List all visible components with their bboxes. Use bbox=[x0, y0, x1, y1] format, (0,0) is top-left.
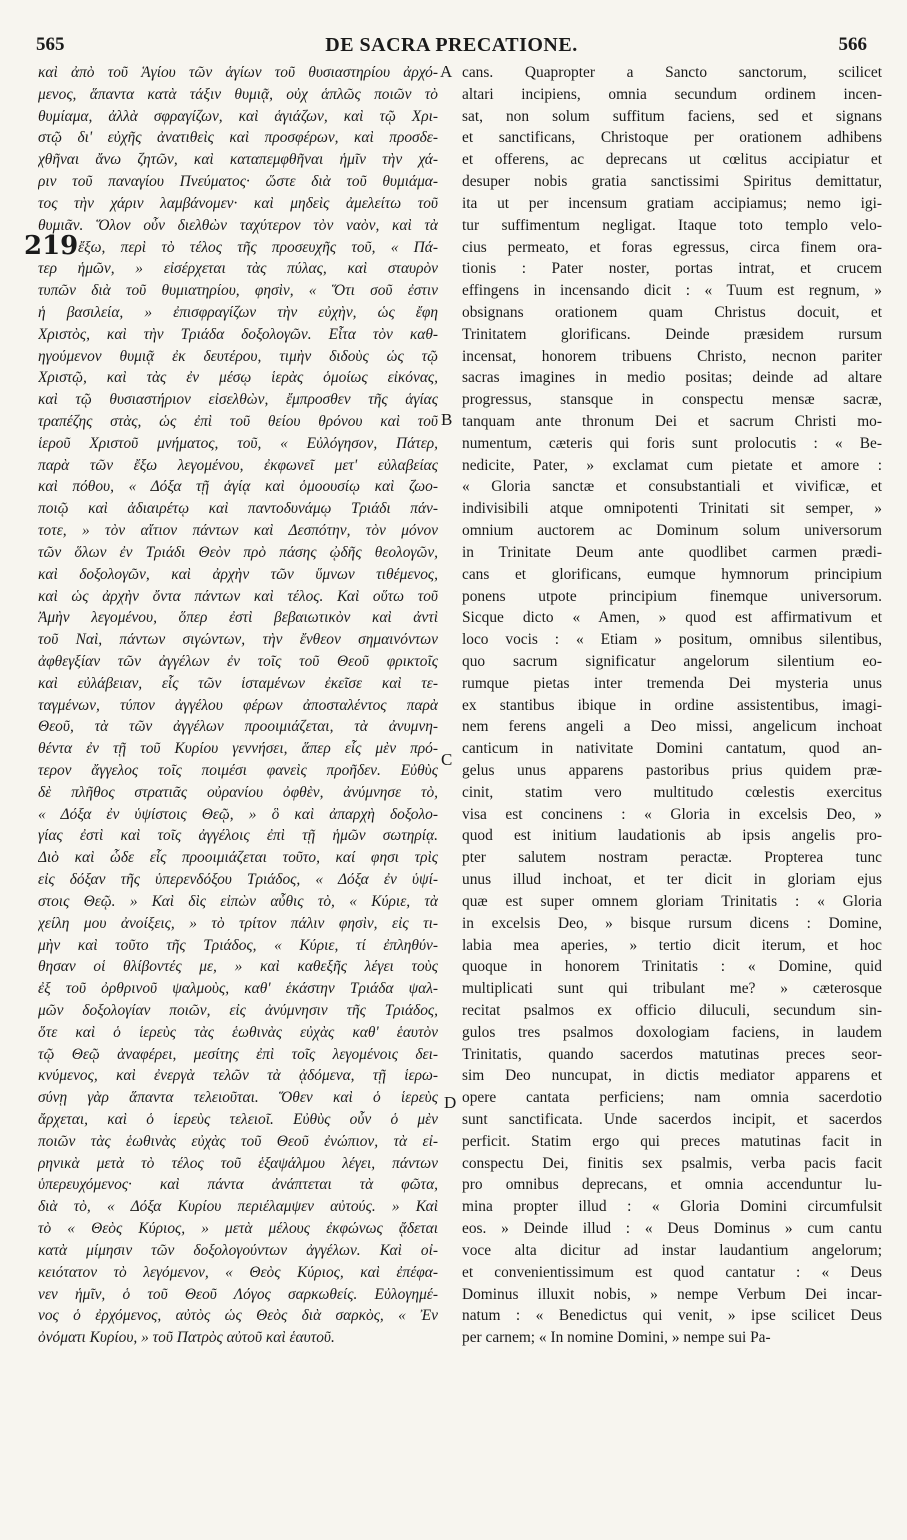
text-line: rumque pietas inter tremenda Dei mysteria unus bbox=[462, 674, 882, 692]
text-line: καὶ εὐλάβειαν, εἷς τῶν ἱσταμένων ἐκεῖσε καὶ τε- bbox=[38, 674, 438, 692]
text-line: τῷ Θεῷ ἀναφέρει, μεσίτης ἐπὶ τοῖς λεγομένοις δει- bbox=[38, 1045, 438, 1063]
text-line: desuper nobis gratia sanctissimi Spiritus demittatur, bbox=[462, 173, 882, 191]
left-page-number: 565 bbox=[36, 34, 65, 55]
text-line: canticum in nativitate Domini cantatum, quod an- bbox=[462, 740, 882, 758]
text-line: μῶν δοξολογίαν ποιῶν, εἰς ἀνύμνησιν τῆς Τριάδος, bbox=[38, 1001, 438, 1019]
text-line: θέντα ἐν τῇ τοῦ Κυρίου γεννήσει, ἅπερ εἷς μὲν πρό- bbox=[38, 740, 438, 758]
text-line: τοῦ Ναὶ, πάντων σιγώντων, τὴν ἔνθεον σημαινόντων bbox=[38, 631, 438, 649]
text-line: tur suffimentum negligat. Itaque toto templo velo- bbox=[462, 216, 882, 234]
text-line: ἀφθεγξίαν τῶν ἀγγέλων ἐν τοῖς τοῦ Θεοῦ φρικτοῖς bbox=[38, 652, 438, 670]
text-line: ρηνικὰ μετὰ τὸ τέλος τοῦ ἑξαψάλμου λέγει, πάντων bbox=[38, 1154, 438, 1172]
greek-column bbox=[24, 62, 438, 1349]
text-line: ηγούμενον θυμιᾷ ἐκ δευτέρου, τιμὴν διδοὺς ὡς τῷ bbox=[38, 347, 438, 365]
text-line: obsignans orationem quam Christus docuit, et bbox=[462, 303, 882, 321]
text-line: « Gloria sanctæ et consubstantiali et vivificæ, et bbox=[462, 478, 882, 496]
text-line: et offerens, ac deprecans ut cœlitus accipiatur et bbox=[462, 151, 882, 169]
text-line: per carnem; « In nomine Domini, » nempe sui Pa- bbox=[462, 1329, 771, 1347]
text-line: μὴν καὶ τοῦτο τῆς Τριάδος, « Κύριε, τί ἐπληθύν- bbox=[38, 936, 438, 954]
text-line: ριν τοῦ παναγίου Πνεύματος· ὥστε διὰ τοῦ θυμιάμα- bbox=[38, 173, 438, 191]
text-line: τερ ἡμῶν, » εἰσέρχεται τὰς πύλας, καὶ σταυρὸν bbox=[38, 260, 438, 278]
text-line: νεν ἡμῖν, ὁ τοῦ Θεοῦ Λόγος σαρκωθείς. Εὐλογημέ- bbox=[38, 1285, 438, 1303]
text-line: in excelsis Deo, » bisque rursum dicens : Domine, bbox=[462, 914, 882, 932]
text-line: θησαν οἱ θλίβοντές με, » καὶ καθεξῆς λέγει τοὺς bbox=[38, 958, 438, 976]
text-line: tionis : Pater noster, portas intrat, et crucem bbox=[462, 260, 882, 278]
text-line: quoque in honorem Trinitatis : « Domine, quid bbox=[462, 958, 882, 976]
text-line: καὶ πόθου, « Δόξα τῇ ἁγίᾳ καὶ ὁμοουσίῳ καὶ ζωο- bbox=[38, 478, 438, 496]
text-line: τος τὴν χάριν λαμβάνομεν· καὶ μηδεὶς ἀμελείτω τοῦ bbox=[38, 194, 438, 212]
text-line: pro omnibus deprecans, et omnia accenduntur lu- bbox=[462, 1176, 882, 1194]
text-line: στοις Θεῷ. » Καὶ δὶς εἰπὼν αὖθις τὸ, « Κύριε, τὰ bbox=[38, 892, 438, 910]
text-line: τὸ « Θεὸς Κύριος, » μετὰ μέλους ἐκφώνως ᾄδεται bbox=[38, 1220, 438, 1238]
text-line: Trinitatem glorificans. Deinde præsidem rursum bbox=[462, 325, 882, 343]
text-line: mina propter illud : « Gloria Domini circumfulsit bbox=[462, 1198, 882, 1216]
text-line: progressus, stansque in conspectu mensæ sacræ, bbox=[462, 391, 882, 409]
text-line: ἐξ τοῦ ὀρθρινοῦ ψαλμοὺς, καθ' ἑκάστην Τριάδα ψαλ- bbox=[38, 980, 438, 998]
text-line: παρὰ τῶν ἔξω λεγομένου, ἐκφωνεῖ μετ' εὐλαβείας bbox=[38, 456, 438, 474]
text-line: ἡ βασιλεία, » ἐπισφραγίζων τὴν εὐχὴν, ὡς ἔφη bbox=[38, 303, 438, 321]
text-line: θυμίαμα, ἀλλὰ σφραγίζων, καὶ ἁγιάζων, καὶ τῷ Χρι- bbox=[38, 107, 438, 125]
text-line: ποιῷ καὶ ἀδιαιρέτῳ καὶ παντοδυνάμῳ Τριάδι πάν- bbox=[38, 500, 438, 518]
text-line: Sicque dicto « Amen, » quod est affirmativum et bbox=[462, 609, 882, 627]
text-line: cinit, statim vero multitudo cœlestis exercitus bbox=[462, 783, 882, 801]
text-line: et convenientissimum est quod cantatur : « Deus bbox=[462, 1263, 882, 1281]
text-line: ὀνόματι Κυρίου, » τοῦ Πατρὸς αὐτοῦ καὶ ἑαυτοῦ. bbox=[38, 1329, 335, 1347]
text-line: ἔξω, περὶ τὸ τέλος τῆς προσευχῆς τοῦ, « Πά- bbox=[78, 238, 438, 256]
text-line: τῶν ὅλων ἐν Τριάδι Θεὸν πρὸ πάσης ᾠδῆς θεολογῶν, bbox=[38, 543, 438, 561]
text-line: γίας ἐστὶ καὶ τοῖς ἀγγέλοις ἐπὶ τῇ ἡμῶν σωτηρίᾳ. bbox=[38, 827, 438, 845]
text-line: τοτε, » τὸν αἴτιον πάντων καὶ Δεσπότην, τὸν μόνον bbox=[38, 522, 438, 540]
text-line: ὑπερευχόμενος· καὶ πάντα ἀνάπτεται τὰ φῶτα, bbox=[38, 1176, 438, 1194]
text-line: numentum, cæteris qui foris sunt prolocutis : « Be- bbox=[462, 434, 882, 452]
text-line: ἱεροῦ Χριστοῦ μνήματος, τοῦ, « Εὐλόγησον, Πάτερ, bbox=[38, 434, 438, 452]
margin-number: 219 bbox=[24, 231, 79, 261]
text-line: στῷ δι' εὐχῆς ἀνατιθεὶς καὶ προσφέρων, καὶ προσδε- bbox=[38, 129, 438, 147]
text-line: perficit. Statim ergo qui preces matutinas facit in bbox=[462, 1132, 882, 1150]
text-line: multiplicati sunt qui tribulant me? » cæterosque bbox=[462, 980, 882, 998]
text-line: Διὸ καὶ ὧδε εἷς προοιμιάζεται τοῦτο, καί φησι τρὶς bbox=[38, 849, 438, 867]
text-line: τερον ἄγγελος τοῖς ποιμέσι φανεὶς προῆδεν. Εὐθὺς bbox=[38, 762, 438, 779]
text-line: καὶ ἀπὸ τοῦ Ἁγίου τῶν ἁγίων τοῦ θυσιαστηρίου ἀρχό- bbox=[38, 64, 438, 81]
text-line: κατὰ μίμησιν τῶν δοξολογούντων ἀγγέλων. Καὶ οἰ- bbox=[38, 1241, 438, 1259]
text-line: eos. » Deinde illud : « Deus Dominus » cum cantu bbox=[462, 1220, 882, 1238]
text-line: voce alta dicitur ad instar laudantium angelorum; bbox=[462, 1241, 882, 1259]
text-line: θυμιᾶν. Ὅλον οὖν διελθὼν ταχύτερον τὸν ναὸν, καὶ τὰ bbox=[38, 216, 438, 234]
text-line: recitat psalmos ex officio diluculi, secundum sin- bbox=[462, 1001, 882, 1019]
text-line: incensat, honorem tribuens Christo, necnon pariter bbox=[462, 347, 882, 365]
text-line: τραπέζης στὰς, ὡς ἐπὶ τοῦ θείου θρόνου καὶ τοῦ bbox=[38, 413, 438, 430]
text-line: καὶ ὡς ἀρχὴν ὄντα πάντων καὶ τέλος. Καὶ οὕτω τοῦ bbox=[38, 587, 438, 605]
text-line: natum : « Benedictus qui venit, » ipse scilicet Deus bbox=[462, 1307, 882, 1325]
text-line: ponens utpote principium finemque universorum. bbox=[462, 587, 882, 605]
text-line: quo sacrum significatur angelorum silentium eo- bbox=[462, 652, 882, 670]
text-line: labia mea aperies, » tertio dicit iterum, et hoc bbox=[462, 936, 882, 954]
text-line: nem ferens angeli a Deo missi, angelicum inchoat bbox=[462, 718, 882, 736]
text-line: « Δόξα ἐν ὑψίστοις Θεῷ, » ὃ καὶ ἀπαρχὴ δοξολο- bbox=[38, 805, 438, 823]
text-line: νος ὁ ἐρχόμενος, αὐτὸς ὡς Θεὸς διὰ σαρκὸς, « Ἐν bbox=[38, 1307, 438, 1325]
text-line: καὶ δοξολογῶν, καὶ ἀρχὴν τῶν ὕμνων τιθέμενος, bbox=[38, 565, 438, 583]
text-line: Trinitatis, quando sacerdos matutinas preces seor- bbox=[462, 1045, 882, 1063]
text-line: Dominus illuxit nobis, » nempe Verbum Dei incar- bbox=[462, 1285, 882, 1303]
text-line: καὶ τῷ θυσιαστήριον εἰσελθὼν, ἔμπροσθεν τῆς ἁγίας bbox=[38, 391, 438, 409]
text-line: εἰς δόξαν τῆς ὑπερενδόξου Τριάδος, « Δόξα ἐν ὑψί- bbox=[38, 871, 438, 889]
text-line: cans. Quapropter a Sancto sanctorum, scilicet bbox=[462, 64, 882, 81]
text-line: pter salutem nostram peractæ. Propterea tunc bbox=[462, 849, 882, 867]
text-line: quod est initium laudationis ab ipsis angelis pro- bbox=[462, 827, 882, 845]
text-line: χείλη μου ἀνοίξεις, » τὸ τρίτον πάλιν φησὶν, εἰς τι- bbox=[38, 914, 438, 932]
text-line: Θεοῦ, τὰ τῶν ἀγγέλων προοιμιάζεται, τὰ ἀνυμνη- bbox=[38, 718, 438, 736]
text-line: tanquam ante thronum Dei et sacrum Christi mo- bbox=[462, 413, 882, 430]
text-line: κνύμενος, καὶ ἐνεργὰ τελῶν τὰ ᾀδόμενα, τῇ ἱερω- bbox=[38, 1067, 438, 1085]
text-line: διὰ τὸ, « Δόξα Κυρίου περιέλαμψεν αὐτούς. » Καὶ bbox=[38, 1198, 438, 1216]
text-line: cans et glorificans, eumque hymnorum principium bbox=[462, 565, 882, 583]
text-line: gelus unus apparens pastoribus prius quidem præ- bbox=[462, 762, 882, 779]
text-line: effingens in incensando dicit : « Tuum est regnum, » bbox=[462, 282, 882, 300]
text-line: loco vocis : « Etiam » positum, omnibus silentibus, bbox=[462, 631, 882, 649]
section-marker-d: D bbox=[444, 1093, 457, 1112]
text-line: gulos tres psalmos doxologiam faciens, in laudem bbox=[462, 1023, 882, 1041]
text-line: κειότατον τὸ λεγόμενον, « Θεὸς Κύριος, καὶ ἐπέφα- bbox=[38, 1263, 438, 1281]
text-line: in Trinitate Deum ante quodlibet carmen prædi- bbox=[462, 543, 882, 561]
text-line: μενος, ἅπαντα κατὰ τάξιν θυμιᾷ, οὐχ ἁπλῶς ποιῶν τὸ bbox=[38, 85, 438, 103]
text-line: Χριστὸς, καὶ τὴν Τριάδα δοξολογῶν. Εἶτα τὸν καθ- bbox=[38, 325, 438, 343]
text-line: indivisibili atque omnipotenti Trinitati sit semper, » bbox=[462, 500, 882, 518]
text-line: τυπῶν διὰ τοῦ θυμιατηρίου, φησὶν, « Ὅτι σοῦ ἐστιν bbox=[38, 282, 438, 300]
text-line: nedicite, Pater, » exclamat cum pietate et amore : bbox=[462, 456, 882, 474]
page-header bbox=[36, 34, 867, 58]
text-line: ἄρχεται, καὶ ὁ ἱερεὺς τελειοῖ. Εὐθὺς οὖν ὁ μὲν bbox=[38, 1111, 438, 1128]
text-line: altari incipiens, omnia secundum ordinem incen- bbox=[462, 85, 882, 103]
text-line: ὅτε καὶ ὁ ἱερεὺς τὰς ἑωθινὰς εὐχὰς καθ' ἑαυτὸν bbox=[38, 1023, 438, 1041]
right-page-number: 566 bbox=[838, 34, 867, 55]
text-line: visa est concinens : « Gloria in excelsis Deo, » bbox=[462, 805, 882, 823]
text-line: ex stantibus ibique in ordine assistentibus, imagi- bbox=[462, 696, 882, 714]
text-line: quæ est super omnem gloriam Trinitatis : « Gloria bbox=[462, 892, 882, 910]
text-line: unus illud inchoat, et ter dicit in gloriam ejus bbox=[462, 871, 882, 889]
text-line: sat, non solum suffitum faciens, sed et signans bbox=[462, 107, 882, 125]
running-title: DE SACRA PRECATIONE. bbox=[325, 34, 578, 56]
section-marker-b: B bbox=[441, 410, 453, 429]
text-line: Ἀμὴν λεγομένου, ὅπερ ἐστὶ βεβαιωτικὸν καὶ ἀντὶ bbox=[38, 609, 438, 627]
text-line: σύνῃ γὰρ ἅπαντα τελειοῦται. Ὅθεν καὶ ὁ ἱερεὺς bbox=[38, 1089, 438, 1107]
text-line: ταγμένων, τύπον ἀγγέλου φέρων ἀποσταλέντος παρὰ bbox=[38, 696, 438, 714]
text-line: conspectu Dei, finitis sex psalmis, verba pacis facit bbox=[462, 1154, 882, 1172]
text-line: et sanctificans, Christoque per orationem adhibens bbox=[462, 129, 882, 147]
text-line: sacras imagines in medio positas; deinde ad altare bbox=[462, 369, 882, 387]
text-line: cius permeato, et foras egressus, circa finem ora- bbox=[462, 238, 882, 256]
text-line: ποιῶν τὰς ἑωθινὰς εὐχὰς τοῦ Θεοῦ ἐνώπιον, τὰ εἰ- bbox=[38, 1132, 438, 1150]
section-marker-c: C bbox=[441, 750, 453, 769]
section-marker-a: A bbox=[440, 62, 453, 81]
text-line: opere cantata perficiens; nam omnia sacerdotio bbox=[462, 1089, 882, 1107]
text-line: ita ut per incensum gratiam accipiamus; nemo igi- bbox=[462, 194, 882, 212]
text-line: χθῆναι ἄνω ζητῶν, καὶ καταπεμφθῆναι ἡμῖν τὴν χά- bbox=[38, 151, 438, 169]
latin-column bbox=[462, 62, 882, 1349]
text-line: omnium auctorem ac Dominum solum universorum bbox=[462, 522, 882, 540]
text-line: δὲ πλῆθος στρατιᾶς οὐρανίου ὀφθὲν, ἀνύμνησε τὸ, bbox=[38, 783, 438, 801]
text-line: sim Deo nuncupat, in dictis mediator apparens et bbox=[462, 1067, 882, 1085]
text-line: Χριστῷ, καὶ τὰς ἐν μέσῳ ἱερὰς ὁμοίως εἰκόνας, bbox=[38, 369, 438, 387]
text-line: sunt sanctificata. Unde sacerdos incipit, et sacerdos bbox=[462, 1111, 882, 1128]
